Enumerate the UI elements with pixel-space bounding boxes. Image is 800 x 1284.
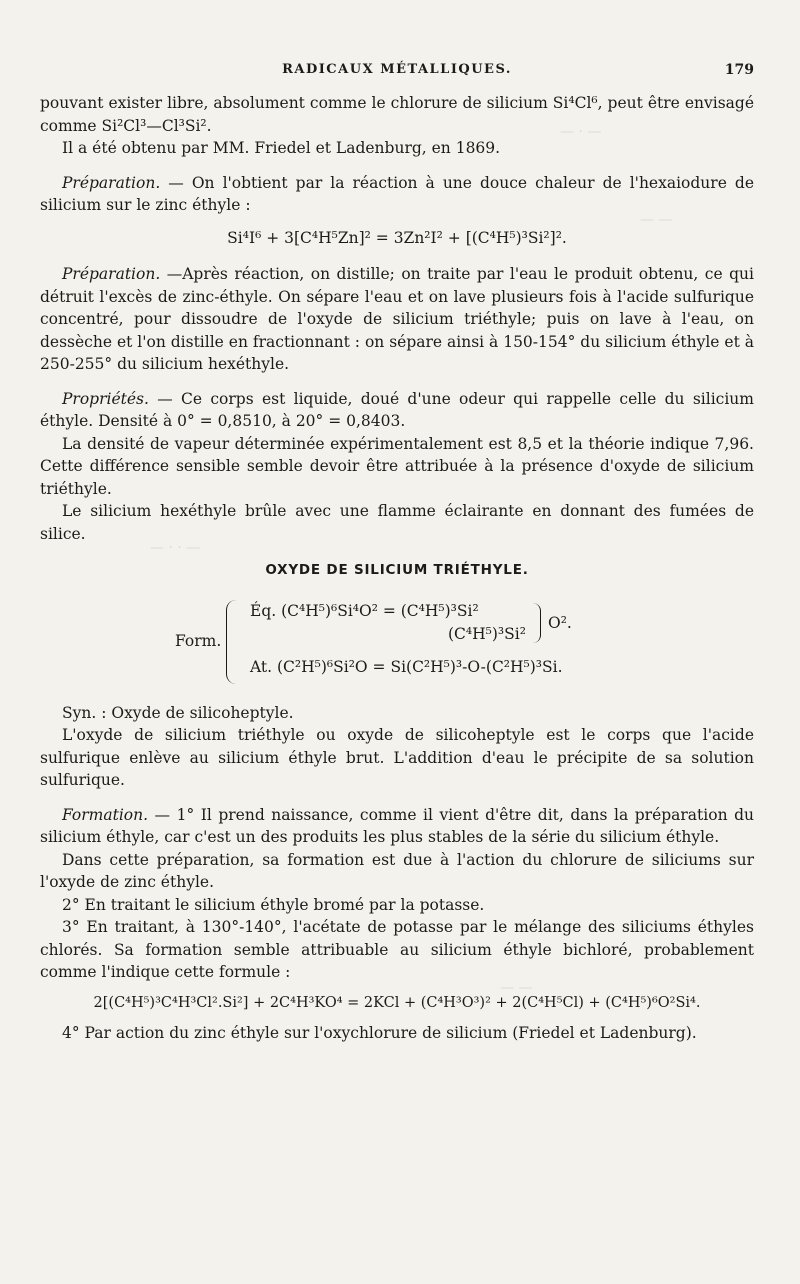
- paragraph-label: Propriétés.: [62, 389, 149, 408]
- paragraph: Le silicium hexéthyle brûle avec une flamme éclairante en donnant des fumées de silice.: [40, 502, 754, 543]
- page-header: [40, 62, 754, 84]
- synonym-line: Syn. : Oxyde de silicoheptyle.: [62, 703, 294, 722]
- paragraph: La densité de vapeur déterminée expérimentalement est 8,5 et la théorie indique 7,96. Cette différence sensible semble devoir être attribuée à la présence d'oxyde de silicium triéthyle.: [40, 434, 754, 498]
- formula-label: Form.: [175, 631, 222, 650]
- equation: 2[(C⁴H⁵)³C⁴H³Cl².Si²] + 2C⁴H³KO⁴ = 2KCl + (C⁴H³O³)² + 2(C⁴H⁵Cl) + (C⁴H⁵)⁶O²Si⁴.: [93, 994, 701, 1011]
- formula-block: [40, 596, 754, 688]
- formula-small-brace: [533, 603, 541, 643]
- paragraph: [40, 172, 754, 217]
- show-through-mark: — · · —: [150, 540, 201, 556]
- paragraph: [40, 263, 754, 376]
- formula-atomic-line: At. (C²H⁵)⁶Si²O = Si(C²H⁵)³-O-(C²H⁵)³Si.: [250, 657, 563, 676]
- paragraph: 3° En traitant, à 130°-140°, l'acétate de potasse par le mélange des siliciums éthyles chlorés. Sa formation semble attribuable au silicium éthyle bichloré, probablement comme l'indique cette formule :: [40, 918, 754, 981]
- show-through-mark: — · —: [560, 124, 602, 140]
- paragraph: Il a été obtenu par MM. Friedel et Ladenburg, en 1869.: [62, 139, 501, 157]
- show-through-mark: — —: [640, 212, 673, 228]
- formula-brace: [226, 600, 239, 684]
- page-body: [40, 92, 754, 1045]
- formula-oxygen: O².: [548, 613, 572, 632]
- paragraph: 4° Par action du zinc éthyle sur l'oxychlorure de silicium (Friedel et Ladenburg).: [62, 1024, 697, 1042]
- section-heading: OXYDE DE SILICIUM TRIÉTHYLE.: [265, 562, 529, 578]
- paragraph-label: Préparation.: [62, 265, 161, 283]
- paragraph: 2° En traitant le silicium éthyle bromé par la potasse.: [62, 895, 485, 914]
- paragraph: pouvant exister libre, absolument comme le chlorure de silicium Si⁴Cl⁶, peut être envisagé comme Si²Cl³—Cl³Si².: [40, 94, 754, 135]
- page-number: 179: [724, 62, 754, 78]
- paragraph: Dans cette préparation, sa formation est due à l'action du chlorure de siliciums sur l'oxyde de zinc éthyle.: [40, 850, 754, 891]
- paragraph-text: —Après réaction, on distille; on traite par l'eau le produit obtenu, ce qui détruit l'excès de zinc-éthyle. On sépare l'eau et on lave plusieurs fois à l'acide sulfurique concentré, pour dissoudre de l'oxyde de silicium triéthyle; puis on lave à l'eau, on dessèche et l'on distille en fractionnant : on sépare ainsi à 150-154° du silicium éthyle et à 250-255° du silicium hexéthyle.: [40, 265, 754, 373]
- formula-equivalent-line: Éq. (C⁴H⁵)⁶Si⁴O² = (C⁴H⁵)³Si²: [250, 601, 479, 620]
- show-through-mark: — —: [500, 980, 533, 996]
- paragraph-text: — On l'obtient par la réaction à une douce chaleur de l'hexaiodure de silicium sur le zinc éthyle :: [40, 173, 754, 214]
- paragraph: L'oxyde de silicium triéthyle ou oxyde de silicoheptyle est le corps que l'acide sulfurique enlève au silicium éthyle brut. L'addition d'eau le précipite de sa solution sulfurique.: [40, 726, 754, 789]
- paragraph-label: Formation.: [62, 805, 149, 824]
- paragraph: [40, 388, 754, 433]
- paragraph-text: — 1° Il prend naissance, comme il vient d'être dit, dans la préparation du silicium éthyle, car c'est un des produits les plus stables de la série du silicium éthyle.: [40, 805, 754, 846]
- running-title: RADICAUX MÉTALLIQUES.: [282, 62, 512, 77]
- equation: Si⁴I⁶ + 3[C⁴H⁵Zn]² = 3Zn²I² + [(C⁴H⁵)³Si²]².: [227, 228, 567, 247]
- paragraph-text: — Ce corps est liquide, doué d'une odeur qui rappelle celle du silicium éthyle. Densité à 0° = 0,8510, à 20° = 0,8403.: [40, 389, 754, 430]
- formula-equivalent-line-2: (C⁴H⁵)³Si²: [448, 624, 526, 643]
- paragraph: [40, 804, 754, 849]
- paragraph-label: Préparation.: [62, 173, 161, 192]
